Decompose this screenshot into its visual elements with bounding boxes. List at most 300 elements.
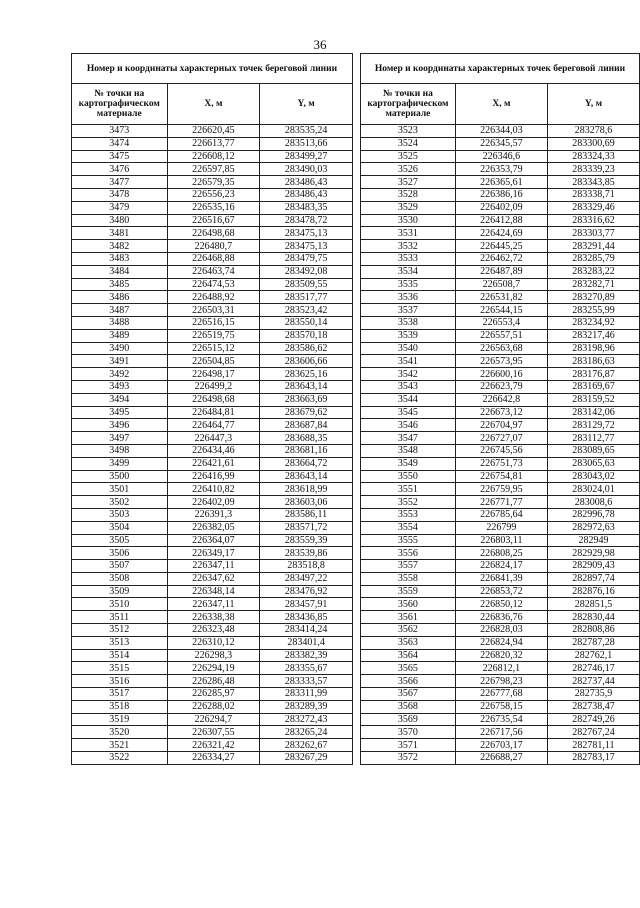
table-row xyxy=(72,547,353,560)
table-row xyxy=(72,585,353,598)
y-coordinate-cell: 282851,5 xyxy=(547,598,639,611)
x-coordinate-cell: 226516,67 xyxy=(167,214,260,227)
y-coordinate-cell: 282929,98 xyxy=(547,547,639,560)
x-coordinate-cell: 226298,3 xyxy=(167,649,260,662)
table-row xyxy=(361,150,640,163)
point-number-cell: 3554 xyxy=(361,521,456,534)
y-coordinate-cell: 283643,14 xyxy=(260,380,353,393)
point-number-cell: 3559 xyxy=(361,585,456,598)
x-coordinate-cell: 226294,7 xyxy=(167,713,260,726)
point-number-cell: 3527 xyxy=(361,176,456,189)
x-coordinate-cell: 226841,39 xyxy=(455,572,547,585)
point-number-cell: 3539 xyxy=(361,329,456,342)
y-coordinate-cell: 283436,85 xyxy=(260,611,353,624)
table-row xyxy=(361,521,640,534)
point-number-cell: 3543 xyxy=(361,380,456,393)
table-row xyxy=(361,713,640,726)
x-coordinate-cell: 226751,73 xyxy=(455,457,547,470)
y-header: Y, м xyxy=(260,84,353,125)
x-coordinate-cell: 226498,68 xyxy=(167,227,260,240)
y-coordinate-cell: 283285,79 xyxy=(547,252,639,265)
x-coordinate-cell: 226853,72 xyxy=(455,585,547,598)
point-number-cell: 3504 xyxy=(72,521,168,534)
x-coordinate-cell: 226345,57 xyxy=(455,137,547,150)
table-row xyxy=(361,636,640,649)
y-coordinate-cell: 283333,57 xyxy=(260,675,353,688)
x-coordinate-cell: 226347,62 xyxy=(167,572,260,585)
table-row xyxy=(361,585,640,598)
x-coordinate-cell: 226503,31 xyxy=(167,304,260,317)
table-row xyxy=(361,278,640,291)
x-coordinate-cell: 226623,79 xyxy=(455,380,547,393)
y-coordinate-cell: 283606,66 xyxy=(260,355,353,368)
point-number-cell: 3537 xyxy=(361,304,456,317)
point-number-cell: 3510 xyxy=(72,598,168,611)
x-coordinate-cell: 226556,23 xyxy=(167,188,260,201)
point-number-cell: 3569 xyxy=(361,713,456,726)
y-coordinate-cell: 283523,42 xyxy=(260,304,353,317)
point-number-cell: 3509 xyxy=(72,585,168,598)
table-row xyxy=(72,368,353,381)
table-row xyxy=(72,380,353,393)
x-coordinate-cell: 226828,03 xyxy=(455,624,547,637)
x-coordinate-cell: 226410,82 xyxy=(167,483,260,496)
x-coordinate-cell: 226412,88 xyxy=(455,214,547,227)
x-coordinate-cell: 226468,88 xyxy=(167,252,260,265)
table-row xyxy=(72,457,353,470)
point-number-cell: 3548 xyxy=(361,444,456,457)
x-coordinate-cell: 226464,77 xyxy=(167,419,260,432)
point-number-cell: 3553 xyxy=(361,508,456,521)
table-row xyxy=(361,406,640,419)
point-number-cell: 3572 xyxy=(361,752,456,765)
y-coordinate-cell: 283401,4 xyxy=(260,636,353,649)
x-coordinate-cell: 226758,15 xyxy=(455,700,547,713)
y-coordinate-cell: 283509,55 xyxy=(260,278,353,291)
point-number-cell: 3485 xyxy=(72,278,168,291)
y-coordinate-cell: 283486,43 xyxy=(260,176,353,189)
x-coordinate-cell: 226508,7 xyxy=(455,278,547,291)
x-coordinate-cell: 226836,76 xyxy=(455,611,547,624)
table-row xyxy=(72,419,353,432)
y-coordinate-cell: 282737,44 xyxy=(547,675,639,688)
x-coordinate-cell: 226824,94 xyxy=(455,636,547,649)
table-row xyxy=(361,137,640,150)
table-row xyxy=(361,304,640,317)
table-row xyxy=(72,137,353,150)
point-number-cell: 3492 xyxy=(72,368,168,381)
x-coordinate-cell: 226382,05 xyxy=(167,521,260,534)
x-coordinate-cell: 226504,85 xyxy=(167,355,260,368)
y-coordinate-cell: 283089,65 xyxy=(547,444,639,457)
point-number-cell: 3475 xyxy=(72,150,168,163)
x-coordinate-cell: 226824,17 xyxy=(455,560,547,573)
y-coordinate-cell: 283478,72 xyxy=(260,214,353,227)
x-coordinate-cell: 226488,92 xyxy=(167,291,260,304)
table-row xyxy=(72,214,353,227)
table-title: Номер и координаты характерных точек береговой линии xyxy=(72,54,353,84)
x-coordinate-cell: 226673,12 xyxy=(455,406,547,419)
x-coordinate-cell: 226365,61 xyxy=(455,176,547,189)
table-row xyxy=(72,188,353,201)
y-coordinate-cell: 283270,89 xyxy=(547,291,639,304)
y-coordinate-cell: 283065,63 xyxy=(547,457,639,470)
point-number-cell: 3489 xyxy=(72,329,168,342)
x-coordinate-cell: 226759,95 xyxy=(455,483,547,496)
y-coordinate-cell: 282897,74 xyxy=(547,572,639,585)
y-coordinate-cell: 283492,08 xyxy=(260,265,353,278)
point-number-cell: 3473 xyxy=(72,125,168,138)
point-number-cell: 3518 xyxy=(72,700,168,713)
table-row xyxy=(361,188,640,201)
x-coordinate-cell: 226487,89 xyxy=(455,265,547,278)
y-coordinate-cell: 283535,24 xyxy=(260,125,353,138)
point-number-cell: 3488 xyxy=(72,316,168,329)
x-coordinate-cell: 226484,81 xyxy=(167,406,260,419)
y-coordinate-cell: 283289,39 xyxy=(260,700,353,713)
point-number-cell: 3526 xyxy=(361,163,456,176)
point-number-cell: 3497 xyxy=(72,432,168,445)
point-number-cell: 3525 xyxy=(361,150,456,163)
x-coordinate-cell: 226727,07 xyxy=(455,432,547,445)
y-coordinate-cell: 283176,87 xyxy=(547,368,639,381)
y-coordinate-cell: 283476,92 xyxy=(260,585,353,598)
point-number-cell: 3536 xyxy=(361,291,456,304)
x-header: X, м xyxy=(455,84,547,125)
table-row xyxy=(72,483,353,496)
x-coordinate-cell: 226288,02 xyxy=(167,700,260,713)
y-coordinate-cell: 283625,16 xyxy=(260,368,353,381)
y-coordinate-cell: 282808,86 xyxy=(547,624,639,637)
y-coordinate-cell: 283475,13 xyxy=(260,227,353,240)
table-row xyxy=(72,265,353,278)
x-coordinate-cell: 226573,95 xyxy=(455,355,547,368)
point-number-cell: 3542 xyxy=(361,368,456,381)
table-row xyxy=(72,624,353,637)
point-number-cell: 3479 xyxy=(72,201,168,214)
point-number-cell: 3533 xyxy=(361,252,456,265)
table-row xyxy=(72,227,353,240)
table-row xyxy=(72,406,353,419)
x-coordinate-cell: 226642,8 xyxy=(455,393,547,406)
x-coordinate-cell: 226519,75 xyxy=(167,329,260,342)
point-number-cell: 3519 xyxy=(72,713,168,726)
y-coordinate-cell: 283475,13 xyxy=(260,240,353,253)
table-row xyxy=(361,688,640,701)
table-row xyxy=(72,150,353,163)
x-coordinate-cell: 226480,7 xyxy=(167,240,260,253)
point-number-cell: 3560 xyxy=(361,598,456,611)
x-coordinate-cell: 226347,11 xyxy=(167,560,260,573)
point-number-cell: 3556 xyxy=(361,547,456,560)
point-number-header: № точки на картографическом материале xyxy=(361,84,456,125)
x-coordinate-cell: 226553,4 xyxy=(455,316,547,329)
point-number-cell: 3498 xyxy=(72,444,168,457)
x-coordinate-cell: 226348,14 xyxy=(167,585,260,598)
point-number-cell: 3535 xyxy=(361,278,456,291)
point-number-cell: 3557 xyxy=(361,560,456,573)
point-number-cell: 3516 xyxy=(72,675,168,688)
x-coordinate-cell: 226600,16 xyxy=(455,368,547,381)
y-coordinate-cell: 283339,23 xyxy=(547,163,639,176)
x-coordinate-cell: 226579,35 xyxy=(167,176,260,189)
table-row xyxy=(361,368,640,381)
table-row xyxy=(72,329,353,342)
y-coordinate-cell: 283687,84 xyxy=(260,419,353,432)
x-header: X, м xyxy=(167,84,260,125)
point-number-cell: 3555 xyxy=(361,534,456,547)
table-row xyxy=(361,329,640,342)
y-coordinate-cell: 283186,63 xyxy=(547,355,639,368)
table-row xyxy=(361,380,640,393)
x-coordinate-cell: 226613,77 xyxy=(167,137,260,150)
point-number-cell: 3503 xyxy=(72,508,168,521)
table-row xyxy=(72,572,353,585)
point-number-cell: 3532 xyxy=(361,240,456,253)
point-number-cell: 3483 xyxy=(72,252,168,265)
point-number-cell: 3482 xyxy=(72,240,168,253)
y-coordinate-cell: 282746,17 xyxy=(547,662,639,675)
x-coordinate-cell: 226391,3 xyxy=(167,508,260,521)
point-number-cell: 3521 xyxy=(72,739,168,752)
x-coordinate-cell: 226735,54 xyxy=(455,713,547,726)
table-row xyxy=(72,291,353,304)
point-number-cell: 3491 xyxy=(72,355,168,368)
y-coordinate-cell: 282876,16 xyxy=(547,585,639,598)
coordinates-table-right xyxy=(360,53,640,765)
y-coordinate-cell: 283490,03 xyxy=(260,163,353,176)
table-row xyxy=(361,496,640,509)
x-coordinate-cell: 226463,74 xyxy=(167,265,260,278)
y-coordinate-cell: 282767,24 xyxy=(547,726,639,739)
point-number-cell: 3571 xyxy=(361,739,456,752)
x-coordinate-cell: 226286,48 xyxy=(167,675,260,688)
table-row xyxy=(72,496,353,509)
y-coordinate-cell: 283324,33 xyxy=(547,150,639,163)
y-coordinate-cell: 283688,35 xyxy=(260,432,353,445)
y-coordinate-cell: 283382,39 xyxy=(260,649,353,662)
x-coordinate-cell: 226557,51 xyxy=(455,329,547,342)
point-number-cell: 3523 xyxy=(361,125,456,138)
table-row xyxy=(72,521,353,534)
y-coordinate-cell: 283159,52 xyxy=(547,393,639,406)
y-coordinate-cell: 282783,17 xyxy=(547,752,639,765)
x-coordinate-cell: 226515,12 xyxy=(167,342,260,355)
x-coordinate-cell: 226808,25 xyxy=(455,547,547,560)
x-coordinate-cell: 226353,79 xyxy=(455,163,547,176)
point-number-cell: 3530 xyxy=(361,214,456,227)
point-number-cell: 3511 xyxy=(72,611,168,624)
y-coordinate-cell: 283499,27 xyxy=(260,150,353,163)
x-coordinate-cell: 226777,68 xyxy=(455,688,547,701)
table-row xyxy=(361,227,640,240)
y-coordinate-cell: 282749,26 xyxy=(547,713,639,726)
point-number-cell: 3499 xyxy=(72,457,168,470)
point-number-cell: 3495 xyxy=(72,406,168,419)
point-number-cell: 3552 xyxy=(361,496,456,509)
point-number-cell: 3550 xyxy=(361,470,456,483)
y-coordinate-cell: 283265,24 xyxy=(260,726,353,739)
y-coordinate-cell: 283198,96 xyxy=(547,342,639,355)
y-coordinate-cell: 283329,46 xyxy=(547,201,639,214)
table-row xyxy=(72,739,353,752)
table-row xyxy=(72,393,353,406)
y-coordinate-cell: 282738,47 xyxy=(547,700,639,713)
y-coordinate-cell: 283272,43 xyxy=(260,713,353,726)
point-number-cell: 3566 xyxy=(361,675,456,688)
x-coordinate-cell: 226323,48 xyxy=(167,624,260,637)
point-number-cell: 3561 xyxy=(361,611,456,624)
table-row xyxy=(72,611,353,624)
x-coordinate-cell: 226531,82 xyxy=(455,291,547,304)
table-row xyxy=(72,534,353,547)
point-number-cell: 3544 xyxy=(361,393,456,406)
y-coordinate-cell: 283663,69 xyxy=(260,393,353,406)
y-coordinate-cell: 283550,14 xyxy=(260,316,353,329)
y-coordinate-cell: 283570,18 xyxy=(260,329,353,342)
x-coordinate-cell: 226544,15 xyxy=(455,304,547,317)
table-row xyxy=(72,304,353,317)
table-row xyxy=(72,560,353,573)
y-coordinate-cell: 283571,72 xyxy=(260,521,353,534)
x-coordinate-cell: 226447,3 xyxy=(167,432,260,445)
point-number-cell: 3487 xyxy=(72,304,168,317)
table-row xyxy=(361,662,640,675)
x-coordinate-cell: 226421,61 xyxy=(167,457,260,470)
y-coordinate-cell: 282781,11 xyxy=(547,739,639,752)
x-coordinate-cell: 226321,42 xyxy=(167,739,260,752)
table-row xyxy=(72,444,353,457)
point-number-cell: 3514 xyxy=(72,649,168,662)
x-coordinate-cell: 226745,56 xyxy=(455,444,547,457)
table-row xyxy=(361,176,640,189)
table-row xyxy=(72,163,353,176)
x-coordinate-cell: 226402,09 xyxy=(167,496,260,509)
table-row xyxy=(361,432,640,445)
table-row xyxy=(72,278,353,291)
x-coordinate-cell: 226499,2 xyxy=(167,380,260,393)
table-row xyxy=(72,662,353,675)
table-row xyxy=(361,444,640,457)
y-coordinate-cell: 283513,66 xyxy=(260,137,353,150)
x-coordinate-cell: 226608,12 xyxy=(167,150,260,163)
table-row xyxy=(361,534,640,547)
point-number-cell: 3538 xyxy=(361,316,456,329)
table-row xyxy=(72,240,353,253)
table-row xyxy=(72,201,353,214)
point-number-cell: 3565 xyxy=(361,662,456,675)
y-coordinate-cell: 283112,77 xyxy=(547,432,639,445)
point-number-cell: 3484 xyxy=(72,265,168,278)
point-number-cell: 3486 xyxy=(72,291,168,304)
point-number-cell: 3524 xyxy=(361,137,456,150)
table-row xyxy=(361,342,640,355)
y-coordinate-cell: 282996,78 xyxy=(547,508,639,521)
x-coordinate-cell: 226434,46 xyxy=(167,444,260,457)
y-coordinate-cell: 282949 xyxy=(547,534,639,547)
y-coordinate-cell: 283303,77 xyxy=(547,227,639,240)
table-row xyxy=(361,611,640,624)
x-coordinate-cell: 226347,11 xyxy=(167,598,260,611)
table-row xyxy=(361,700,640,713)
x-coordinate-cell: 226620,45 xyxy=(167,125,260,138)
point-number-cell: 3494 xyxy=(72,393,168,406)
x-coordinate-cell: 226386,16 xyxy=(455,188,547,201)
y-coordinate-cell: 283457,91 xyxy=(260,598,353,611)
point-number-cell: 3534 xyxy=(361,265,456,278)
y-coordinate-cell: 283586,11 xyxy=(260,508,353,521)
y-coordinate-cell: 283343,85 xyxy=(547,176,639,189)
point-number-cell: 3545 xyxy=(361,406,456,419)
table-row xyxy=(361,739,640,752)
y-coordinate-cell: 283142,06 xyxy=(547,406,639,419)
y-coordinate-cell: 283518,8 xyxy=(260,560,353,573)
coordinates-table-left xyxy=(71,53,353,765)
table-row xyxy=(361,675,640,688)
y-coordinate-cell: 283643,14 xyxy=(260,470,353,483)
point-number-cell: 3528 xyxy=(361,188,456,201)
x-coordinate-cell: 226307,55 xyxy=(167,726,260,739)
x-coordinate-cell: 226294,19 xyxy=(167,662,260,675)
point-number-cell: 3522 xyxy=(72,752,168,765)
y-coordinate-cell: 283479,75 xyxy=(260,252,353,265)
table-row xyxy=(72,470,353,483)
point-number-cell: 3562 xyxy=(361,624,456,637)
y-coordinate-cell: 283234,92 xyxy=(547,316,639,329)
point-number-cell: 3501 xyxy=(72,483,168,496)
table-row xyxy=(361,649,640,662)
y-coordinate-cell: 283486,43 xyxy=(260,188,353,201)
y-coordinate-cell: 283355,67 xyxy=(260,662,353,675)
y-coordinate-cell: 282830,44 xyxy=(547,611,639,624)
x-coordinate-cell: 226754,81 xyxy=(455,470,547,483)
page-number: 36 xyxy=(313,37,327,52)
x-coordinate-cell: 226364,07 xyxy=(167,534,260,547)
table-row xyxy=(361,457,640,470)
x-coordinate-cell: 226498,17 xyxy=(167,368,260,381)
y-coordinate-cell: 283618,99 xyxy=(260,483,353,496)
x-coordinate-cell: 226344,03 xyxy=(455,125,547,138)
x-coordinate-cell: 226850,12 xyxy=(455,598,547,611)
point-number-cell: 3502 xyxy=(72,496,168,509)
y-coordinate-cell: 283283,22 xyxy=(547,265,639,278)
table-row xyxy=(361,214,640,227)
table-row xyxy=(72,252,353,265)
y-coordinate-cell: 283129,72 xyxy=(547,419,639,432)
table-row xyxy=(361,419,640,432)
x-coordinate-cell: 226462,72 xyxy=(455,252,547,265)
point-number-cell: 3481 xyxy=(72,227,168,240)
point-number-cell: 3529 xyxy=(361,201,456,214)
y-header: Y, м xyxy=(547,84,639,125)
y-coordinate-cell: 283517,77 xyxy=(260,291,353,304)
point-number-cell: 3517 xyxy=(72,688,168,701)
table-row xyxy=(72,598,353,611)
y-coordinate-cell: 283483,35 xyxy=(260,201,353,214)
x-coordinate-cell: 226310,12 xyxy=(167,636,260,649)
point-number-header: № точки на картографическом материале xyxy=(72,84,168,125)
table-row xyxy=(361,483,640,496)
point-number-cell: 3496 xyxy=(72,419,168,432)
point-number-cell: 3493 xyxy=(72,380,168,393)
table-row xyxy=(72,726,353,739)
x-coordinate-cell: 226688,27 xyxy=(455,752,547,765)
table-title: Номер и координаты характерных точек береговой линии xyxy=(361,54,640,84)
table-row xyxy=(361,508,640,521)
table-row xyxy=(361,252,640,265)
y-coordinate-cell: 283414,24 xyxy=(260,624,353,637)
table-row xyxy=(361,316,640,329)
